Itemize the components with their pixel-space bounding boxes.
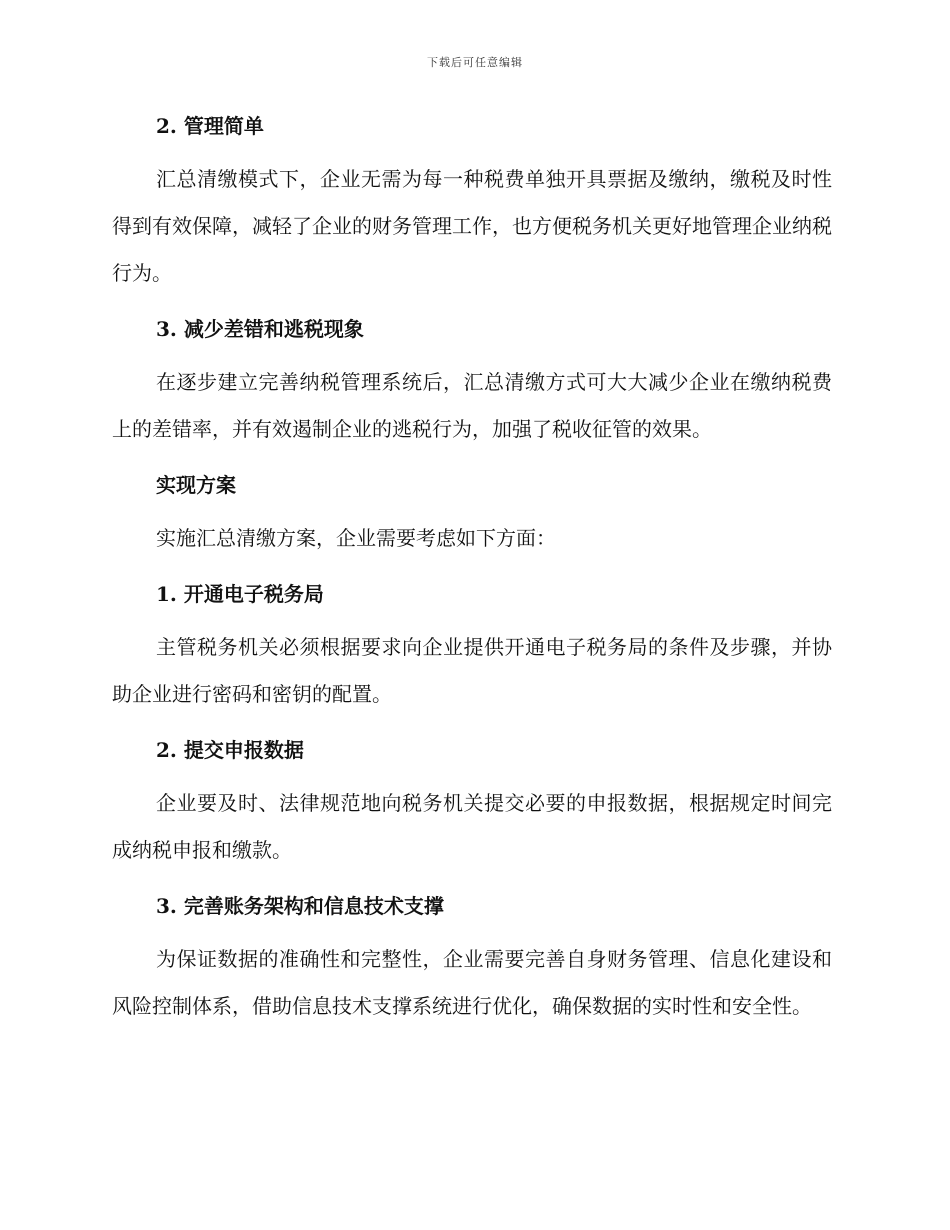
page-header-watermark: 下载后可任意编辑 — [427, 56, 523, 69]
paragraph-manage-simple: 汇总清缴模式下，企业无需为每一种税费单独开具票据及缴纳，缴税及时性得到有效保障，减轻了企业的财务管理工作，也方便税务机关更好地管理企业纳税行为。 — [112, 167, 832, 285]
section-heading-reduce-errors: 3. 减少差错和逃税现象 — [156, 317, 364, 341]
section-heading-e-tax-bureau: 1. 开通电子税务局 — [156, 582, 324, 606]
document-body — [112, 104, 832, 1040]
paragraph-implementation-intro: 实施汇总清缴方案，企业需要考虑如下方面： — [156, 526, 556, 550]
section-heading-manage-simple: 2. 管理简单 — [156, 114, 264, 138]
paragraph-submit-data: 企业要及时、法律规范地向税务机关提交必要的申报数据，根据规定时间完成纳税申报和缴款。 — [112, 791, 832, 862]
section-heading-implementation: 实现方案 — [156, 473, 236, 497]
paragraph-reduce-errors: 在逐步建立完善纳税管理系统后，汇总清缴方式可大大减少企业在缴纳税费上的差错率，并有效遏制企业的逃税行为，加强了税收征管的效果。 — [112, 370, 832, 441]
paragraph-accounting-it: 为保证数据的准确性和完整性，企业需要完善自身财务管理、信息化建设和风险控制体系，借助信息技术支撑系统进行优化，确保数据的实时性和安全性。 — [112, 947, 832, 1018]
paragraph-e-tax-bureau: 主管税务机关必须根据要求向企业提供开通电子税务局的条件及步骤，并协助企业进行密码和密钥的配置。 — [112, 635, 832, 706]
section-heading-submit-data: 2. 提交申报数据 — [156, 738, 304, 762]
section-heading-accounting-it: 3. 完善账务架构和信息技术支撑 — [156, 894, 444, 918]
